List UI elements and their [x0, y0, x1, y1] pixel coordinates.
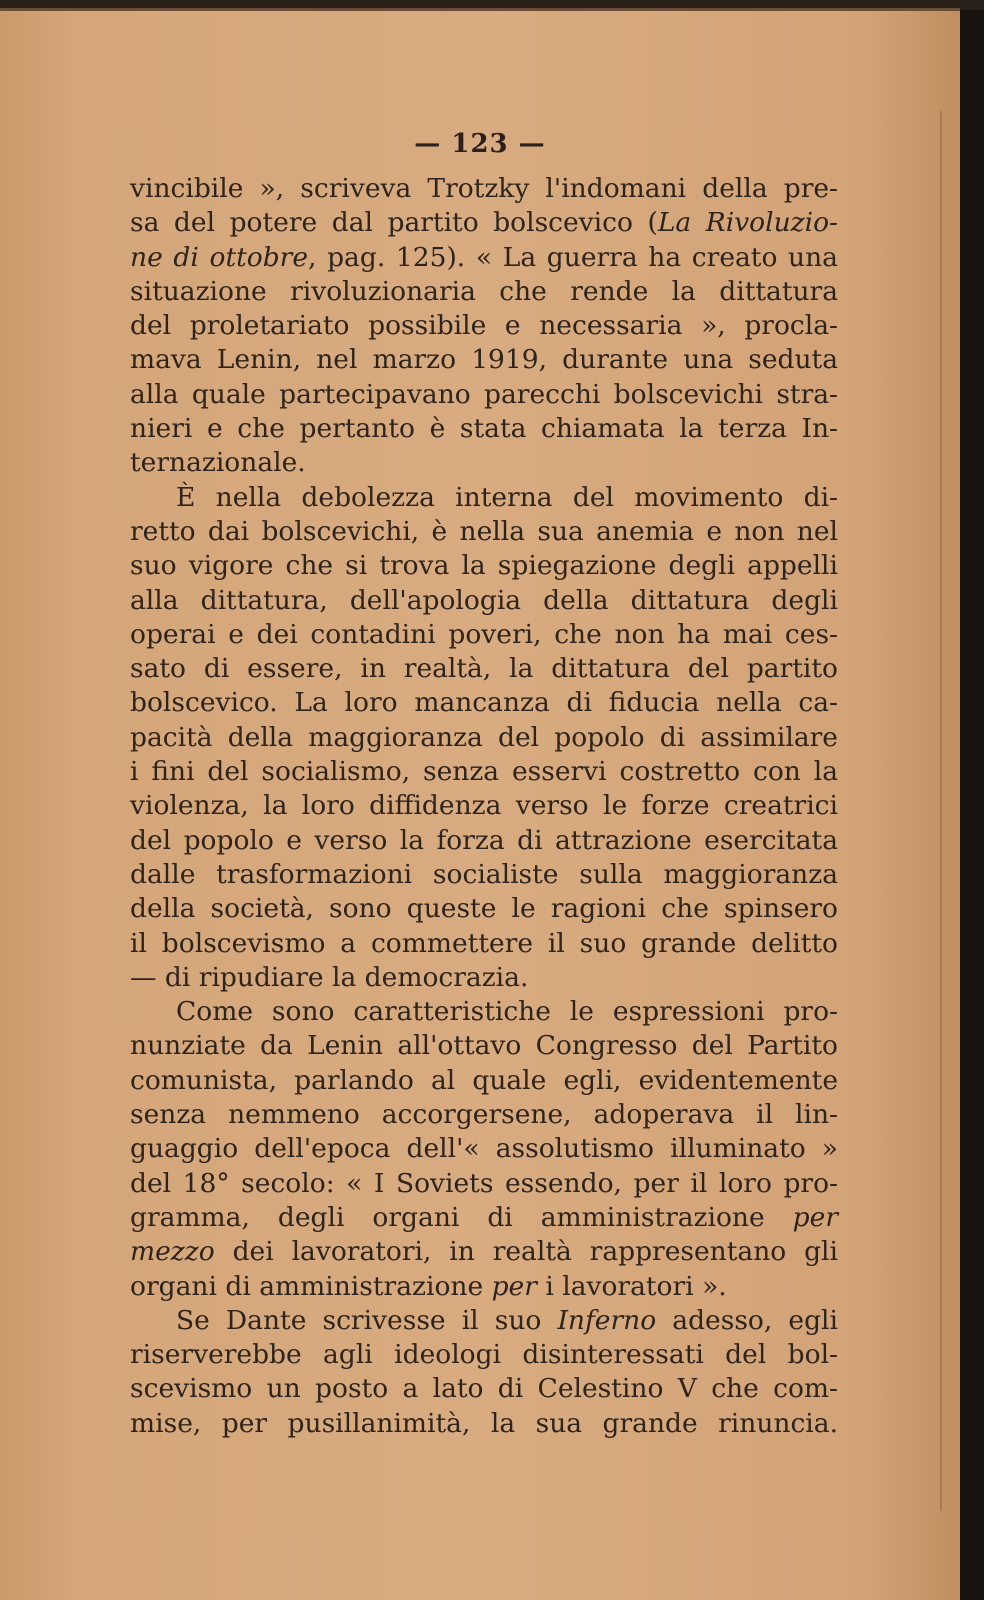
text-run: della società, sono queste le ragioni che spinsero	[130, 893, 838, 925]
text-run: nieri e che pertanto è stata chiamata la terza In-	[130, 413, 838, 445]
text-run: alla dittatura, dell'apologia della dittatura degli	[130, 584, 838, 616]
italic-text-run: La Rivoluzio-	[657, 207, 839, 239]
text-run: pacità della maggioranza del popolo di assimilare	[130, 721, 838, 753]
text-run: mise, per pusillanimità, la sua grande rinuncia.	[130, 1407, 838, 1439]
italic-text-run: per	[491, 1270, 537, 1302]
text-run: Come sono caratteristiche le espressioni pro-	[176, 996, 838, 1028]
body-text	[130, 172, 838, 1441]
text-line	[130, 1235, 838, 1269]
text-run: suo vigore che si trova la spiegazione degli appelli	[130, 550, 838, 582]
text-run: nunziate da Lenin all'ottavo Congresso del Partito	[130, 1030, 838, 1062]
italic-text-run: ne di ottobre	[130, 241, 309, 273]
text-run: operai e dei contadini poveri, che non ha mai ces-	[130, 618, 838, 650]
text-line	[130, 549, 838, 583]
text-line	[130, 206, 838, 240]
text-line	[130, 1167, 838, 1201]
text-line	[130, 618, 838, 652]
text-run: del proletariato possibile e necessaria », procla-	[130, 310, 838, 342]
text-run: dalle trasformazioni socialiste sulla maggioranza	[130, 858, 838, 890]
text-run: mava Lenin, nel marzo 1919, durante una seduta	[130, 344, 838, 376]
text-line	[130, 858, 838, 892]
text-line	[130, 1270, 838, 1304]
text-line	[130, 412, 838, 446]
text-line	[130, 1372, 838, 1406]
text-line	[130, 1132, 838, 1166]
text-line	[130, 652, 838, 686]
text-run: bolscevico. La loro mancanza di fiducia nella ca-	[130, 687, 838, 719]
text-run: scevismo un posto a lato di Celestino V che com-	[130, 1373, 838, 1405]
text-run: Se Dante scrivesse il suo	[176, 1304, 558, 1336]
text-line	[130, 1338, 838, 1372]
text-line	[130, 275, 838, 309]
text-run: — di ripudiare la democrazia.	[130, 961, 529, 993]
text-line	[130, 172, 838, 206]
text-line	[130, 1029, 838, 1063]
text-line	[130, 481, 838, 515]
italic-text-run: per	[792, 1201, 838, 1233]
text-run: sa del potere dal partito bolscevico (	[130, 207, 658, 239]
text-line	[130, 721, 838, 755]
text-run: È nella debolezza interna del movimento di-	[176, 481, 838, 513]
text-line	[130, 995, 838, 1029]
text-line	[130, 515, 838, 549]
text-run: violenza, la loro diffidenza verso le forze creatrici	[130, 790, 838, 822]
text-run: , pag. 125). « La guerra ha creato una	[308, 241, 838, 273]
text-run: sato di essere, in realtà, la dittatura del partito	[130, 653, 838, 685]
text-run: ternazionale.	[130, 447, 306, 479]
text-run: senza nemmeno accorgersene, adoperava il lin-	[130, 1099, 838, 1131]
text-run: i fini del socialismo, senza esservi costretto con la	[130, 756, 838, 788]
text-run: i lavoratori ».	[536, 1270, 727, 1302]
text-line	[130, 927, 838, 961]
text-run: gramma, degli organi di amministrazione	[130, 1201, 793, 1233]
text-run: dei lavoratori, in realtà rappresentano gli	[214, 1236, 838, 1268]
text-run: situazione rivoluzionaria che rende la dittatura	[130, 275, 838, 307]
text-line	[130, 1304, 838, 1338]
text-line	[130, 1098, 838, 1132]
text-run: riserverebbe agli ideologi disinteressati del bol-	[130, 1339, 838, 1371]
text-run: organi di amministrazione	[130, 1270, 492, 1302]
text-line	[130, 1407, 838, 1441]
text-run: il bolscevismo a commettere il suo grande delitto	[130, 927, 838, 959]
text-run: adesso, egli	[656, 1304, 839, 1336]
text-run: del popolo e verso la forza di attrazione esercitata	[130, 824, 838, 856]
text-line	[130, 343, 838, 377]
text-line	[130, 446, 838, 480]
text-line	[130, 1201, 838, 1235]
text-line	[130, 824, 838, 858]
text-run: del 18° secolo: « I Soviets essendo, per il loro pro-	[130, 1167, 838, 1199]
text-line	[130, 961, 838, 995]
text-line	[130, 378, 838, 412]
text-line	[130, 755, 838, 789]
italic-text-run: Inferno	[557, 1304, 657, 1336]
text-line	[130, 584, 838, 618]
text-line	[130, 1064, 838, 1098]
text-run: comunista, parlando al quale egli, evidentemente	[130, 1064, 838, 1096]
italic-text-run: mezzo	[130, 1236, 215, 1268]
text-line	[130, 686, 838, 720]
text-run: retto dai bolscevichi, è nella sua anemia e non nel	[130, 515, 838, 547]
text-run: alla quale partecipavano parecchi bolscevichi stra-	[130, 378, 838, 410]
text-line	[130, 789, 838, 823]
text-run: guaggio dell'epoca dell'« assolutismo illuminato »	[130, 1133, 838, 1165]
text-line	[130, 892, 838, 926]
text-line	[130, 241, 838, 275]
text-run: vincibile », scriveva Trotzky l'indomani della pre-	[130, 173, 838, 204]
page-number: — 123 —	[414, 129, 546, 159]
text-line	[130, 309, 838, 343]
